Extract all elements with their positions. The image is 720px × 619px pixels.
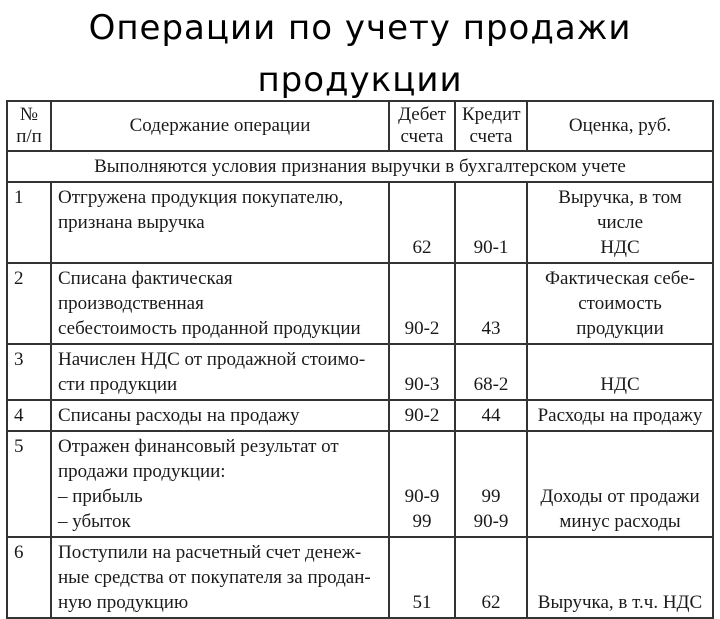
table-row (7, 537, 713, 618)
header-content: Содержание операции (51, 101, 389, 151)
row-content: Отгружена продукция покупателю, признана выручка (51, 182, 389, 263)
header-credit: Кредит счета (455, 101, 527, 151)
row-credit: 99 90-9 (455, 431, 527, 537)
row-num: 1 (7, 182, 51, 263)
banner-text: Выполняются условия признания выручки в бухгалтерском учете (7, 151, 713, 182)
banner-row (7, 151, 713, 182)
row-content: Начислен НДС от продажной стоимо- сти продукции (51, 344, 389, 400)
title-line-2: продукции (257, 60, 463, 100)
row-amount: Расходы на продажу (527, 400, 713, 431)
row-amount: Выручка, в т.ч. НДС (527, 537, 713, 618)
row-content: Отражен финансовый результат от продажи продукции: – прибыль – убыток (51, 431, 389, 537)
row-credit: 62 (455, 537, 527, 618)
header-debit: Дебет счета (389, 101, 455, 151)
row-amount: Доходы от продажи минус расходы (527, 431, 713, 537)
operations-table (6, 100, 714, 619)
row-debit: 62 (389, 182, 455, 263)
row-num: 5 (7, 431, 51, 537)
row-debit: 51 (389, 537, 455, 618)
row-content: Списана фактическая производственная себестоимость проданной продукции (51, 263, 389, 344)
row-content: Списаны расходы на продажу (51, 400, 389, 431)
title-line-1: Операции по учету продажи (88, 8, 632, 48)
row-credit: 68-2 (455, 344, 527, 400)
row-debit: 90-2 (389, 400, 455, 431)
table-row (7, 344, 713, 400)
row-credit: 43 (455, 263, 527, 344)
row-debit: 90-3 (389, 344, 455, 400)
header-amount: Оценка, руб. (527, 101, 713, 151)
row-debit: 90-9 99 (389, 431, 455, 537)
row-amount: Выручка, в том числе НДС (527, 182, 713, 263)
page-title (0, 2, 720, 106)
header-row (7, 101, 713, 151)
row-credit: 44 (455, 400, 527, 431)
table-row (7, 263, 713, 344)
table-row (7, 400, 713, 431)
table-row (7, 431, 713, 537)
header-num: № п/п (7, 101, 51, 151)
row-num: 3 (7, 344, 51, 400)
row-amount: НДС (527, 344, 713, 400)
row-num: 6 (7, 537, 51, 618)
row-num: 4 (7, 400, 51, 431)
row-amount: Фактическая себе- стоимость продукции (527, 263, 713, 344)
row-credit: 90-1 (455, 182, 527, 263)
row-debit: 90-2 (389, 263, 455, 344)
row-content: Поступили на расчетный счет денеж- ные средства от покупателя за продан- ную продукцию (51, 537, 389, 618)
row-num: 2 (7, 263, 51, 344)
table-row (7, 182, 713, 263)
